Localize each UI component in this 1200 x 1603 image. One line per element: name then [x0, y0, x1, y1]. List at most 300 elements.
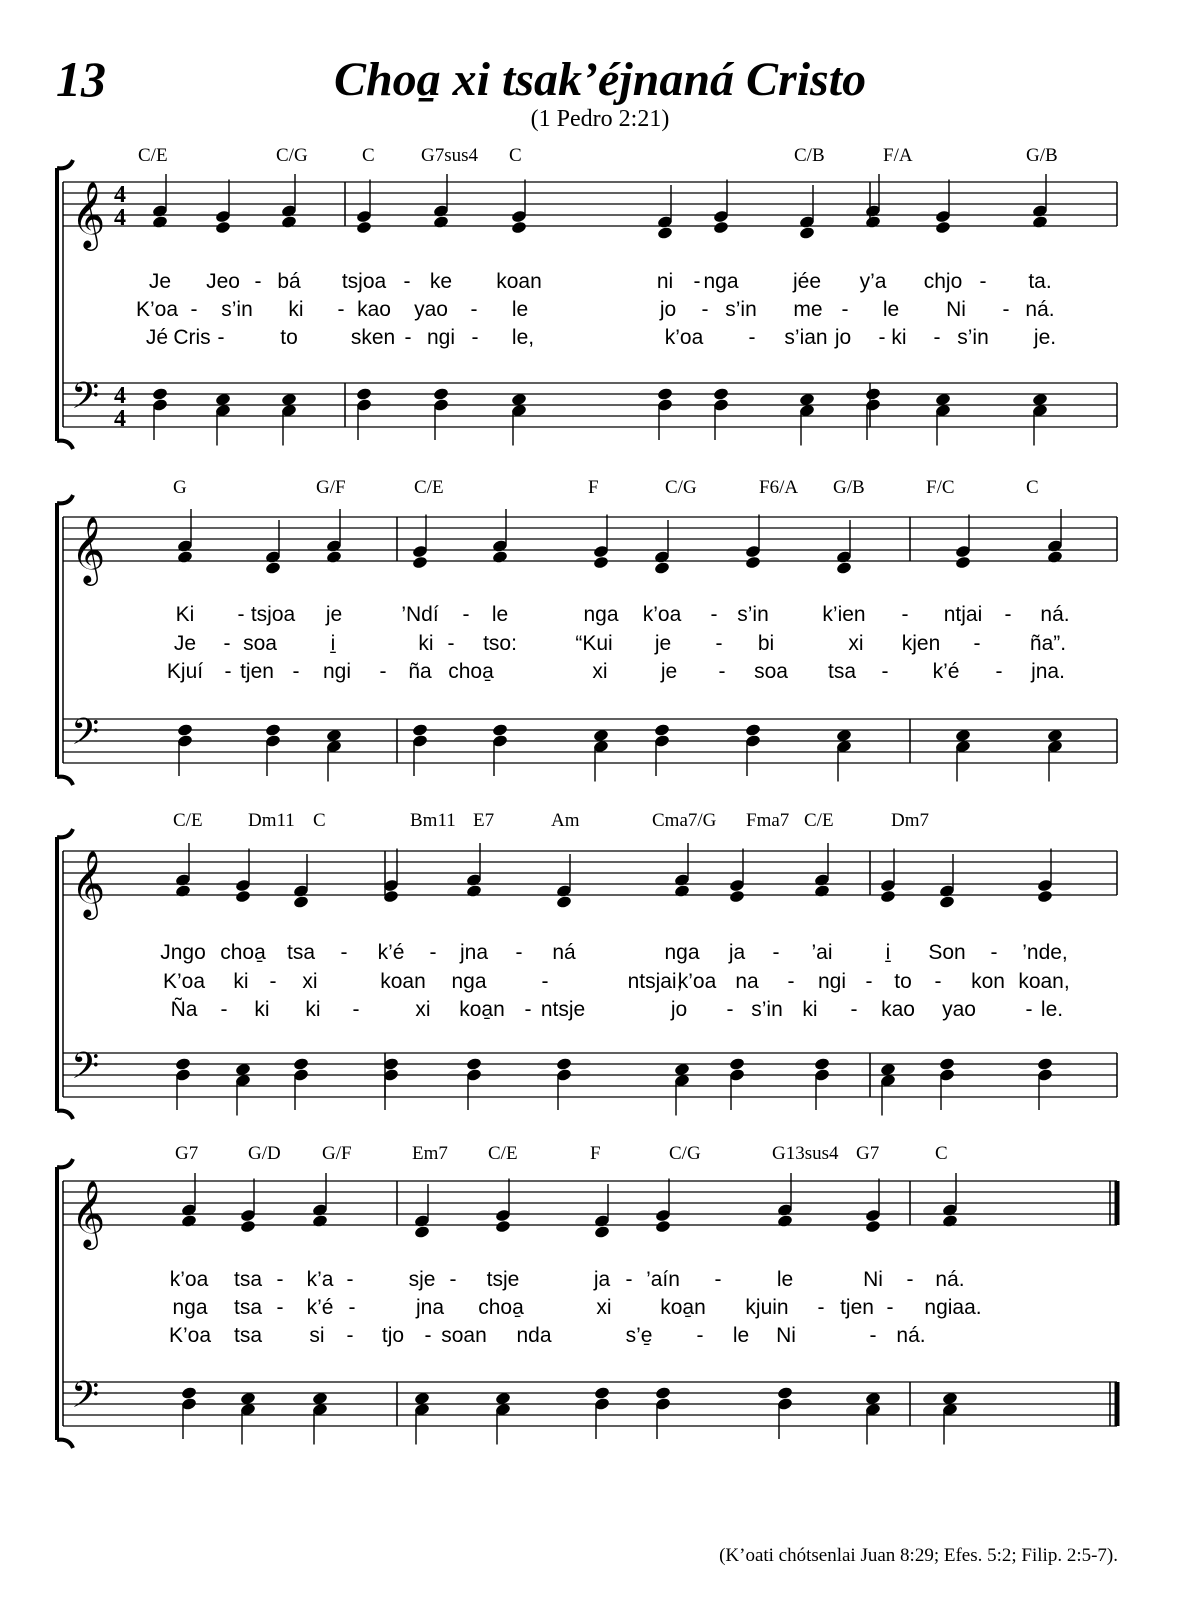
- lyric-hyphen: -: [447, 632, 455, 655]
- bass-notehead: [293, 1057, 310, 1071]
- lyric-syllable: tsa: [233, 1324, 263, 1347]
- lyric-hyphen: -: [625, 1268, 633, 1291]
- bass-notehead: [865, 387, 882, 401]
- chord-symbol: E7: [473, 810, 495, 831]
- chord-symbol: G7: [856, 1143, 880, 1164]
- lyric-hyphen: -: [524, 998, 532, 1021]
- hymn-number: 13: [56, 51, 106, 107]
- lyric-syllable: xi: [592, 660, 608, 683]
- treble-notehead: [175, 884, 192, 898]
- lyric-hyphen: -: [515, 941, 523, 964]
- lyric-syllable: tso:: [483, 632, 517, 655]
- treble-notehead: [836, 561, 853, 575]
- lyric-syllable: ná.: [1025, 298, 1055, 321]
- treble-notehead: [880, 889, 897, 903]
- lyric-syllable: tsa: [233, 1296, 263, 1319]
- lyric-syllable: s’in: [751, 998, 783, 1021]
- lyric-hyphen: -: [404, 326, 412, 349]
- lyric-syllable: le: [491, 603, 509, 626]
- bass-notehead: [466, 1057, 483, 1071]
- lyric-hyphen: -: [726, 998, 734, 1021]
- treble-notehead: [942, 1214, 959, 1228]
- chord-symbol: C/E: [804, 810, 834, 831]
- treble-notehead: [152, 215, 169, 229]
- treble-notehead: [495, 1219, 512, 1233]
- bass-notehead: [655, 1386, 672, 1400]
- bass-clef-icon: 𝄢: [71, 711, 100, 762]
- lyric-syllable: je: [654, 632, 672, 655]
- treble-notehead: [729, 889, 746, 903]
- lyric-syllable: kjen: [901, 632, 941, 655]
- lyric-hyphen: -: [224, 660, 232, 683]
- bass-notehead: [492, 723, 509, 737]
- lyric-hyphen: -: [217, 326, 225, 349]
- lyric-syllable: jna: [415, 1296, 445, 1319]
- bass-notehead: [1037, 1057, 1054, 1071]
- bass-notehead: [713, 387, 730, 401]
- chord-symbol: Em7: [412, 1143, 448, 1164]
- lyric-hyphen: -: [878, 326, 886, 349]
- lyric-syllable: Cris: [173, 326, 211, 349]
- lyric-syllable: le.: [1040, 998, 1064, 1021]
- lyric-hyphen: -: [254, 270, 262, 293]
- lyric-hyphen: -: [449, 1268, 457, 1291]
- bass-clef-icon: 𝄢: [71, 1045, 100, 1096]
- lyric-syllable: s’in: [725, 298, 757, 321]
- lyric-hyphen: -: [352, 998, 360, 1021]
- chord-symbol: F: [588, 477, 599, 498]
- chord-symbol: G13sus4: [772, 1143, 839, 1164]
- lyric-syllable: Je: [173, 632, 197, 655]
- lyric-hyphen: -: [933, 326, 941, 349]
- lyric-hyphen: -: [1002, 298, 1010, 321]
- lyric-syllable: le: [511, 298, 529, 321]
- lyric-syllable: kao: [881, 998, 915, 1021]
- lyric-syllable: Ni: [863, 1268, 883, 1291]
- lyric-hyphen: -: [718, 660, 726, 683]
- lyric-syllable: jo: [659, 298, 677, 321]
- chord-symbol: G7sus4: [421, 145, 479, 166]
- lyric-hyphen: -: [340, 941, 348, 964]
- lyric-syllable: le: [882, 298, 900, 321]
- lyric-syllable: ki: [802, 998, 818, 1021]
- lyric-syllable: ki: [233, 970, 249, 993]
- lyric-hyphen: -: [220, 998, 228, 1021]
- chord-symbol: C/E: [173, 810, 203, 831]
- lyric-syllable: tsa: [827, 660, 857, 683]
- lyric-hyphen: -: [403, 270, 411, 293]
- bass-clef-icon: 𝄢: [71, 1374, 100, 1425]
- treble-notehead: [556, 895, 573, 909]
- treble-notehead: [713, 220, 730, 234]
- lyric-syllable: si: [309, 1324, 325, 1347]
- lyric-syllable: s’e̱: [625, 1324, 653, 1347]
- lyric-syllable: soan: [441, 1324, 487, 1347]
- lyric-syllable: jo: [670, 998, 688, 1021]
- lyric-syllable: nga: [664, 941, 700, 964]
- treble-notehead: [865, 1219, 882, 1233]
- lyric-syllable: koan: [380, 970, 426, 993]
- lyric-hyphen: -: [995, 660, 1003, 683]
- lyric-syllable: k’ien: [822, 603, 866, 626]
- lyric-syllable: tsje: [486, 1268, 520, 1291]
- lyric-syllable: s’in: [221, 298, 253, 321]
- hymn-title: Choa̱ xi tsak’éjnaná Cristo: [333, 53, 867, 106]
- lyric-hyphen: -: [714, 1268, 722, 1291]
- lyric-syllable: me: [793, 298, 823, 321]
- treble-notehead: [935, 220, 952, 234]
- lyric-hyphen: -: [346, 1268, 354, 1291]
- bass-notehead: [594, 1386, 611, 1400]
- lyric-syllable: ná.: [935, 1268, 965, 1291]
- lyric-syllable: bá: [277, 270, 301, 293]
- lyric-hyphen: -: [886, 1296, 894, 1319]
- lyric-hyphen: -: [470, 298, 478, 321]
- bass-notehead: [412, 723, 429, 737]
- chord-symbol: Am: [551, 810, 580, 831]
- lyric-hyphen: -: [901, 603, 909, 626]
- lyric-syllable: je.: [1033, 326, 1057, 349]
- lyric-syllable: “Kui: [575, 632, 613, 655]
- chord-symbol: C/E: [414, 477, 444, 498]
- lyric-hyphen: -: [541, 970, 549, 993]
- treble-time-signature-bottom: 4: [114, 205, 126, 231]
- chord-symbol: C/E: [138, 145, 168, 166]
- lyric-syllable: ta.: [1028, 270, 1052, 293]
- chord-symbol: G/F: [322, 1143, 352, 1164]
- treble-notehead: [177, 550, 194, 564]
- treble-notehead: [674, 884, 691, 898]
- lyric-hyphen: -: [471, 326, 479, 349]
- treble-notehead: [265, 561, 282, 575]
- chord-symbol: Bm11: [410, 810, 456, 831]
- treble-notehead: [466, 884, 483, 898]
- chord-symbol: F: [590, 1143, 601, 1164]
- lyric-hyphen: -: [817, 1296, 825, 1319]
- chord-symbol: C/G: [669, 1143, 701, 1164]
- treble-notehead: [799, 226, 816, 240]
- chord-symbol: C/G: [665, 477, 697, 498]
- treble-notehead: [655, 1219, 672, 1233]
- lyric-syllable: ja: [728, 941, 746, 964]
- bass-notehead: [777, 1386, 794, 1400]
- treble-notehead: [657, 226, 674, 240]
- lyric-syllable: nga: [451, 970, 487, 993]
- lyric-syllable: ngi: [426, 326, 456, 349]
- lyric-syllable: Son: [928, 941, 966, 964]
- lyric-syllable: choa̱: [220, 941, 266, 964]
- lyric-syllable: Ki: [175, 603, 195, 626]
- lyric-syllable: ki: [288, 298, 304, 321]
- chord-symbol: F/C: [926, 477, 955, 498]
- chord-symbol: C/G: [276, 145, 308, 166]
- treble-clef-icon: 𝄞: [71, 1179, 106, 1247]
- treble-notehead: [412, 555, 429, 569]
- treble-notehead: [240, 1219, 257, 1233]
- lyric-syllable: ke: [429, 270, 453, 293]
- treble-notehead: [814, 884, 831, 898]
- treble-notehead: [281, 215, 298, 229]
- chord-symbol: Cma7/G: [652, 810, 717, 831]
- lyric-hyphen: -: [424, 1324, 432, 1347]
- lyric-syllable: xi: [302, 970, 318, 993]
- lyric-syllable: Ni: [946, 298, 966, 321]
- lyric-syllable: ’aín: [646, 1268, 680, 1291]
- chord-symbol: C: [935, 1143, 948, 1164]
- lyric-syllable: ña: [408, 660, 432, 683]
- bass-notehead: [356, 387, 373, 401]
- treble-notehead: [1047, 550, 1064, 564]
- chord-symbol: F6/A: [759, 477, 799, 498]
- lyric-hyphen: -: [881, 660, 889, 683]
- lyric-syllable: jo: [834, 326, 852, 349]
- treble-notehead: [865, 215, 882, 229]
- bass-notehead: [181, 1386, 198, 1400]
- lyric-syllable: tsjoa: [341, 270, 387, 293]
- lyric-syllable: soa: [754, 660, 788, 683]
- lyric-hyphen: -: [772, 941, 780, 964]
- lyric-syllable: k’oa: [677, 970, 717, 993]
- lyric-syllable: koan: [496, 270, 542, 293]
- lyric-syllable: na: [735, 970, 759, 993]
- lyric-hyphen: -: [1025, 998, 1033, 1021]
- lyric-syllable: Jé: [145, 326, 169, 349]
- lyric-hyphen: -: [841, 298, 849, 321]
- bass-time-signature-top: 4: [114, 383, 126, 409]
- lyric-hyphen: -: [429, 941, 437, 964]
- lyric-syllable: Jngo: [160, 941, 206, 964]
- lyric-syllable: je: [325, 603, 343, 626]
- lyric-syllable: tjen: [240, 660, 274, 683]
- lyric-syllable: ngi: [322, 660, 352, 683]
- lyric-syllable: Ni: [776, 1324, 796, 1347]
- lyric-syllable: nda: [516, 1324, 552, 1347]
- lyric-syllable: K’oa: [162, 970, 206, 993]
- bass-time-signature-bottom: 4: [114, 406, 126, 432]
- lyric-syllable: tjen: [840, 1296, 874, 1319]
- lyric-syllable: nga: [172, 1296, 208, 1319]
- scripture-reference: (1 Pedro 2:21): [530, 106, 670, 132]
- lyric-syllable: ntsjai,: [627, 970, 683, 993]
- treble-notehead: [1037, 889, 1054, 903]
- treble-clef-icon: 𝄞: [71, 180, 106, 248]
- chord-symbol: G/B: [1026, 145, 1058, 166]
- lyric-syllable: yao: [414, 298, 448, 321]
- chord-symbol: C: [509, 145, 522, 166]
- lyric-hyphen: -: [346, 1324, 354, 1347]
- lyric-syllable: je: [660, 660, 678, 683]
- chord-symbol: C/B: [794, 145, 825, 166]
- lyric-hyphen: -: [237, 603, 245, 626]
- chord-symbol: C: [313, 810, 326, 831]
- lyric-hyphen: -: [850, 998, 858, 1021]
- lyric-syllable: bi: [757, 632, 775, 655]
- lyric-syllable: K’oa: [168, 1324, 212, 1347]
- lyric-hyphen: -: [990, 941, 998, 964]
- footer-references: (K’oati chótsenlai Juan 8:29; Efes. 5:2; Filip. 2:5-7).: [719, 1545, 1118, 1566]
- lyric-syllable: tsa: [233, 1268, 263, 1291]
- lyric-syllable: kao: [357, 298, 391, 321]
- lyric-hyphen: -: [223, 632, 231, 655]
- treble-notehead: [594, 1225, 611, 1239]
- treble-notehead: [955, 555, 972, 569]
- lyric-syllable: koan,: [1018, 970, 1070, 993]
- lyric-syllable: nga: [703, 270, 739, 293]
- lyric-hyphen: -: [696, 1324, 704, 1347]
- treble-notehead: [356, 220, 373, 234]
- lyric-syllable: to: [894, 970, 912, 993]
- chord-symbol: Fma7: [746, 810, 790, 831]
- treble-notehead: [593, 555, 610, 569]
- lyric-hyphen: -: [462, 603, 470, 626]
- lyric-syllable: kjuin: [745, 1296, 789, 1319]
- lyric-syllable: ’nde,: [1022, 941, 1068, 964]
- lyric-syllable: xi: [596, 1296, 612, 1319]
- chord-symbol: F/A: [883, 145, 913, 166]
- lyric-syllable: xi: [415, 998, 431, 1021]
- bass-clef-icon: 𝄢: [71, 375, 100, 426]
- chord-symbol: G/B: [833, 477, 865, 498]
- lyric-hyphen: -: [748, 326, 756, 349]
- lyric-syllable: ki: [418, 632, 434, 655]
- chord-symbol: C: [362, 145, 375, 166]
- bass-notehead: [152, 387, 169, 401]
- lyric-syllable: tjo: [381, 1324, 405, 1347]
- treble-notehead: [414, 1225, 431, 1239]
- treble-notehead: [433, 215, 450, 229]
- lyric-hyphen: -: [979, 270, 987, 293]
- bass-notehead: [745, 723, 762, 737]
- lyric-syllable: sken: [350, 326, 396, 349]
- system-3: [57, 829, 1117, 1119]
- treble-notehead: [939, 895, 956, 909]
- lyric-syllable: jée: [792, 270, 822, 293]
- treble-time-signature-top: 4: [114, 182, 126, 208]
- treble-notehead: [235, 889, 252, 903]
- lyric-syllable: ja: [593, 1268, 611, 1291]
- lyric-syllable: k’é: [306, 1296, 334, 1319]
- lyric-hyphen: -: [292, 660, 300, 683]
- lyric-syllable: koa̱n: [660, 1296, 706, 1319]
- lyric-hyphen: -: [269, 970, 277, 993]
- lyric-syllable: jna: [459, 941, 489, 964]
- lyric-hyphen: -: [710, 603, 718, 626]
- lyric-syllable: ngi: [817, 970, 847, 993]
- lyric-syllable: Ña: [170, 998, 198, 1021]
- lyric-syllable: Jeo: [206, 270, 240, 293]
- chord-symbol: G/D: [248, 1143, 281, 1164]
- lyric-syllable: k’oa: [642, 603, 682, 626]
- chord-symbol: Dm7: [891, 810, 929, 831]
- lyric-hyphen: -: [934, 970, 942, 993]
- lyric-syllable: koa̱n: [459, 998, 505, 1021]
- lyric-syllable: y’a: [859, 270, 887, 293]
- lyric-syllable: yao: [942, 998, 976, 1021]
- bass-notehead: [433, 387, 450, 401]
- treble-notehead: [293, 895, 310, 909]
- lyric-syllable: nga: [583, 603, 619, 626]
- lyric-syllable: to: [280, 326, 298, 349]
- lyric-hyphen: -: [276, 1296, 284, 1319]
- lyric-syllable: tsa: [286, 941, 316, 964]
- bass-notehead: [177, 723, 194, 737]
- lyric-syllable: i̱: [330, 632, 336, 655]
- chord-symbol: C/E: [488, 1143, 518, 1164]
- lyric-hyphen: -: [693, 270, 701, 293]
- treble-notehead: [312, 1214, 329, 1228]
- lyric-syllable: le: [732, 1324, 750, 1347]
- lyric-syllable: i̱: [885, 941, 891, 964]
- treble-clef-icon: 𝄞: [71, 515, 106, 583]
- lyric-syllable: tsjoa: [250, 603, 296, 626]
- lyric-hyphen: -: [337, 298, 345, 321]
- bass-notehead: [939, 1057, 956, 1071]
- treble-notehead: [326, 550, 343, 564]
- lyric-syllable: le,: [511, 326, 535, 349]
- bass-notehead: [175, 1057, 192, 1071]
- lyric-syllable: ’ai: [811, 941, 833, 964]
- lyric-syllable: soa: [243, 632, 277, 655]
- lyric-syllable: ngiaa.: [924, 1296, 982, 1319]
- lyric-syllable: Kjuí: [166, 660, 204, 683]
- treble-notehead: [777, 1214, 794, 1228]
- lyric-syllable: chjo: [923, 270, 963, 293]
- lyric-syllable: kon: [971, 970, 1005, 993]
- bass-notehead: [654, 723, 671, 737]
- lyric-syllable: k’é: [377, 941, 405, 964]
- bass-notehead: [729, 1057, 746, 1071]
- lyric-syllable: le: [776, 1268, 794, 1291]
- chord-symbol: G/F: [316, 477, 346, 498]
- lyric-syllable: ná.: [1040, 603, 1070, 626]
- lyric-hyphen: -: [701, 298, 709, 321]
- lyric-syllable: k’a: [306, 1268, 334, 1291]
- treble-notehead: [181, 1214, 198, 1228]
- lyric-syllable: ná.: [896, 1324, 926, 1347]
- lyric-syllable: ki: [891, 326, 907, 349]
- lyric-hyphen: -: [973, 632, 981, 655]
- lyric-hyphen: -: [906, 1268, 914, 1291]
- treble-notehead: [654, 561, 671, 575]
- lyric-syllable: s’in: [737, 603, 769, 626]
- lyric-hyphen: -: [869, 1324, 877, 1347]
- lyric-hyphen: -: [190, 298, 198, 321]
- lyric-syllable: k’é: [932, 660, 960, 683]
- lyric-syllable: choa̱: [478, 1296, 524, 1319]
- lyric-syllable: ’Ndí: [401, 603, 439, 626]
- lyric-syllable: ki: [254, 998, 270, 1021]
- treble-clef-icon: 𝄞: [71, 849, 106, 917]
- lyric-syllable: ná: [552, 941, 576, 964]
- treble-notehead: [745, 555, 762, 569]
- lyric-hyphen: -: [1004, 603, 1012, 626]
- bass-notehead: [265, 723, 282, 737]
- lyric-syllable: ña”.: [1029, 632, 1067, 655]
- lyric-syllable: choa̱: [448, 660, 494, 683]
- bass-notehead: [657, 387, 674, 401]
- treble-notehead: [1032, 215, 1049, 229]
- lyric-hyphen: -: [276, 1268, 284, 1291]
- chord-symbol: G7: [175, 1143, 199, 1164]
- lyric-hyphen: -: [865, 970, 873, 993]
- lyric-syllable: jna.: [1031, 660, 1065, 683]
- lyric-hyphen: -: [379, 660, 387, 683]
- lyric-syllable: k’oa: [169, 1268, 209, 1291]
- lyric-syllable: K’oa: [135, 298, 179, 321]
- lyric-syllable: ntjai: [943, 603, 983, 626]
- treble-notehead: [492, 550, 509, 564]
- treble-notehead: [215, 220, 232, 234]
